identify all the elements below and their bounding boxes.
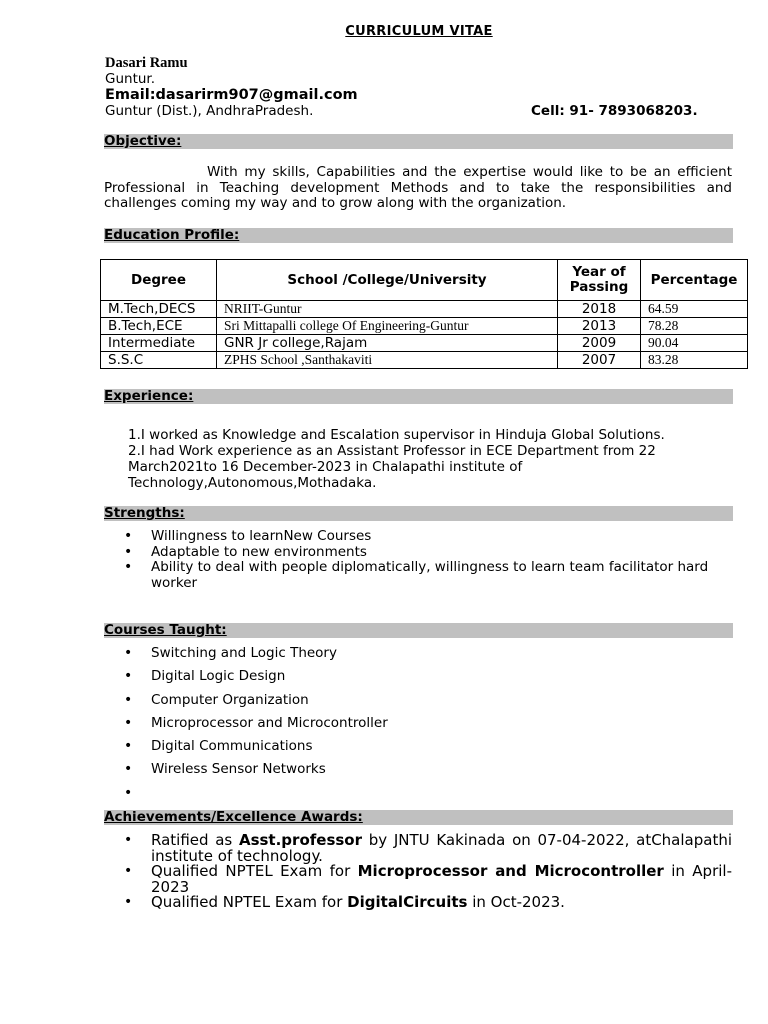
bullet-icon: • [124,559,133,575]
column-header: Degree [101,260,217,301]
table-cell: Intermediate [101,335,217,352]
list-item-text: Digital Communications [151,738,313,755]
achievement-text: Qualified NPTEL Exam for [151,893,348,911]
list-item [104,762,732,778]
table-cell: 64.59 [641,301,748,318]
achievement-text: in Oct-2023. [467,893,565,911]
achievement-text: Ratified as [151,831,239,849]
objective-text [104,165,732,212]
district: Guntur (Dist.), AndhraPradesh. [105,103,314,119]
table-cell: 90.04 [641,335,748,352]
table-cell: NRIIT-Guntur [217,301,558,318]
list-item-text: Ability to deal with people diplomatically, willingness to learn team facilitator hard worker [151,559,709,591]
achievement-highlight: Asst.professor [238,831,363,849]
achievement-text: in April-2023 [151,862,732,896]
achievements-heading: Achievements/Excellence Awards: [104,810,733,825]
table-cell: GNR Jr college,Rajam [217,335,558,352]
column-header: Percentage [641,260,748,301]
list-item [104,646,732,662]
achievement-highlight: DigitalCircuits [347,893,468,911]
list-item [104,545,732,561]
candidate-name: Dasari Ramu [105,55,188,71]
experience-heading: Experience: [104,389,733,404]
objective-body: With my skills, Capabilities and the expertise would like to be an efficient Professional in Teaching development Methods and to take the responsibilities and challenges coming my way and to grow along with the organization. [104,164,732,211]
bullet-icon: • [124,738,133,755]
table-row [101,301,748,318]
email: Email:dasarirm907@gmail.com [105,87,358,103]
document-title: CURRICULUM VITAE [345,24,493,39]
table-row [101,318,748,335]
strengths-list [104,529,732,591]
bullet-icon: • [124,784,133,801]
list-item [104,669,732,685]
table-cell: S.S.C [101,352,217,369]
table-cell: 78.28 [641,318,748,335]
bullet-icon: • [124,645,133,661]
table-cell: B.Tech,ECE [101,318,217,335]
achievement-text: Qualified NPTEL Exam for [151,862,358,880]
table-cell: 2018 [558,301,641,318]
bullet-icon: • [124,863,133,879]
strengths-heading: Strengths: [104,506,733,521]
objective-heading: Objective: [104,134,733,149]
list-item-text: Digital Logic Design [151,668,286,685]
list-item-text: Switching and Logic Theory [151,645,337,661]
courses-list [104,645,732,801]
table-cell: M.Tech,DECS [101,301,217,318]
list-item-text: Microprocessor and Microcontroller [151,714,388,731]
experience-item: 2.I had Work experience as an Assistant Professor in ECE Department from 22 March2021to 16 December-2023 in Chalapathi institute of Technology,Autonomous,Mothadaka. [128,443,656,491]
column-header: Year of Passing [558,260,641,301]
list-item [104,560,732,591]
achievement-text: by JNTU Kakinada on 07-04-2022, atChalapathi institute of technology. [151,831,732,865]
bullet-icon: • [124,691,133,708]
table-cell: Sri Mittapalli college Of Engineering-Guntur [217,318,558,335]
list-item [104,529,732,545]
bullet-icon: • [124,894,133,910]
city: Guntur. [105,71,156,87]
column-header: School /College/University [217,260,558,301]
courses-heading: Courses Taught: [104,623,733,638]
bullet-icon: • [124,528,133,544]
list-item [104,895,732,911]
experience-item: 1.I worked as Knowledge and Escalation supervisor in Hinduja Global Solutions. [128,427,665,443]
bullet-icon: • [124,668,133,685]
table-row [101,335,748,352]
list-item [104,716,732,732]
achievements-list [104,833,732,911]
table-cell: 2009 [558,335,641,352]
table-header-row [101,260,748,301]
table-cell: ZPHS School ,Santhakaviti [217,352,558,369]
cell-phone: Cell: 91- 7893068203. [531,103,698,119]
bullet-icon: • [124,761,133,778]
list-item-text: Willingness to learnNew Courses [151,528,372,544]
table-cell: 2007 [558,352,641,369]
list-item-text: Adaptable to new environments [151,543,367,560]
list-item [104,864,732,895]
table-cell: 83.28 [641,352,748,369]
education-table [100,259,748,369]
list-item-text: Computer Organization [151,691,309,708]
list-item [104,739,732,755]
list-item-text: Wireless Sensor Networks [151,761,326,778]
table-row [101,352,748,369]
list-item [104,833,732,864]
bullet-icon: • [124,832,133,848]
bullet-icon: • [124,714,133,731]
list-item [104,693,732,709]
bullet-icon: • [124,543,133,560]
table-cell: 2013 [558,318,641,335]
education-heading: Education Profile: [104,228,733,243]
achievement-highlight: Microprocessor and Microcontroller [357,862,664,880]
